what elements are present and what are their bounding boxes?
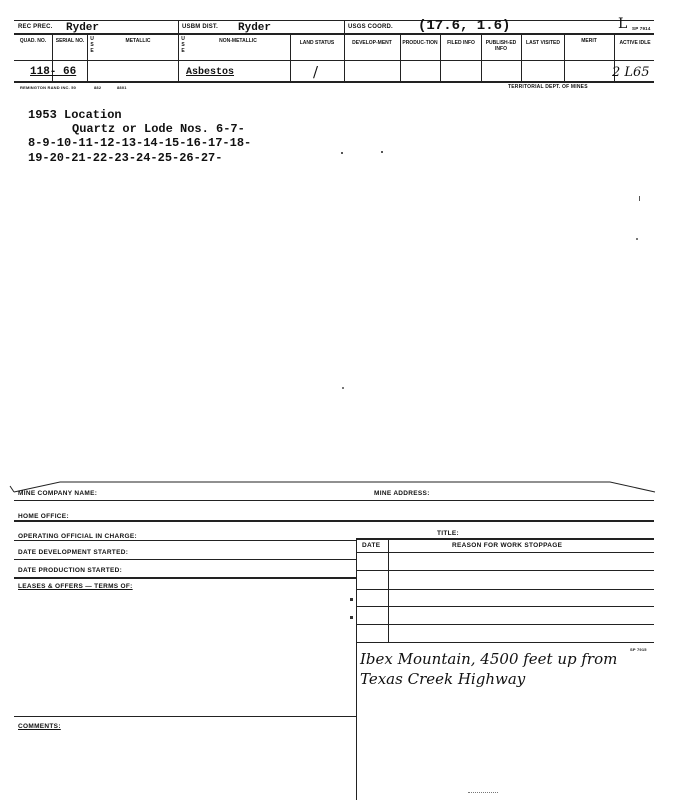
rec-prec-value: Ryder (66, 22, 100, 34)
date-header: DATE (362, 542, 381, 549)
scan-speck (342, 387, 344, 389)
col-non-metallic: NON-METALLIC (219, 38, 257, 44)
col-use-marker-nonmetallic: U S E (181, 36, 185, 54)
leases-offers-label: LEASES & OFFERS — TERMS OF: (18, 583, 133, 590)
form-code: SP 7914 (632, 26, 651, 31)
mine-company-name-label: MINE COMPANY NAME: (18, 490, 98, 497)
notes-line-1: 1953 Location (28, 108, 122, 122)
scan-speck (381, 151, 383, 153)
notes-line-4: 19-20-21-22-23-24-25-26-27- (28, 151, 223, 165)
scan-speck (636, 238, 638, 240)
notes-line-3: 8-9-10-11-12-13-14-15-16-17-18- (28, 136, 252, 150)
rec-prec-label: REC PREC. (18, 24, 53, 30)
col-development: DEVELOP-MENT (352, 40, 392, 46)
col-active-idle: ACTIVE IDLE (619, 40, 651, 46)
row-quad-serial: 118- 66 (30, 66, 77, 78)
handwritten-note-line-2: Texas Creek Highway (360, 670, 526, 688)
row-active-idle: 2 L65 (612, 65, 650, 80)
scan-speck (350, 598, 353, 601)
title-label: TITLE: (437, 530, 460, 537)
scan-speck (468, 792, 498, 794)
corner-mark: L (618, 16, 628, 32)
date-development-started-label: DATE DEVELOPMENT STARTED: (18, 549, 129, 556)
col-last-visited: LAST VISITED (526, 40, 560, 46)
operating-official-label: OPERATING OFFICIAL IN CHARGE: (18, 533, 137, 540)
usgs-coord-label: USGS COORD. (348, 24, 393, 30)
form-code-2: SP 7915 (630, 647, 647, 652)
usbm-dist-value: Ryder (238, 22, 272, 34)
col-metallic: METALLIC (125, 38, 151, 44)
department-label: TERRITORIAL DEPT. OF MINES (508, 84, 588, 90)
mine-address-label: MINE ADDRESS: (374, 490, 430, 497)
col-production: PRODUC-TION (402, 40, 438, 46)
notes-line-2: Quartz or Lode Nos. 6-7- (72, 122, 245, 136)
scan-speck (639, 196, 640, 201)
form-number-1: 882 (94, 85, 102, 90)
form-number-2: 8801 (117, 85, 127, 90)
comments-label: COMMENTS: (18, 723, 61, 730)
col-merit: MERIT (581, 38, 597, 44)
printer-imprint: REMINGTON RAND INC. 50 (20, 85, 77, 90)
col-serial-no: SERIAL NO. (55, 38, 85, 44)
col-quad-no: QUAD. NO. (19, 38, 47, 44)
usbm-dist-label: USBM DIST. (182, 24, 219, 30)
usgs-coord-value: (17.6, 1.6) (418, 18, 511, 34)
col-land-status: LAND STATUS (299, 40, 335, 46)
home-office-label: HOME OFFICE: (18, 513, 69, 520)
handwritten-note-line-1: Ibex Mountain, 4500 feet up from (360, 650, 618, 668)
card-edge-rule (0, 476, 678, 496)
scan-speck (341, 152, 343, 154)
col-published-info: PUBLISH-ED INFO (485, 40, 517, 52)
row-land-status: / (313, 63, 319, 81)
col-filed-info: FILED INFO (447, 40, 475, 46)
scan-speck (350, 616, 353, 619)
date-production-started-label: DATE PRODUCTION STARTED: (18, 567, 123, 574)
reason-header: REASON FOR WORK STOPPAGE (452, 542, 563, 549)
row-non-metallic: Asbestos (186, 67, 235, 78)
col-use-marker-metallic: U S E (90, 36, 94, 54)
